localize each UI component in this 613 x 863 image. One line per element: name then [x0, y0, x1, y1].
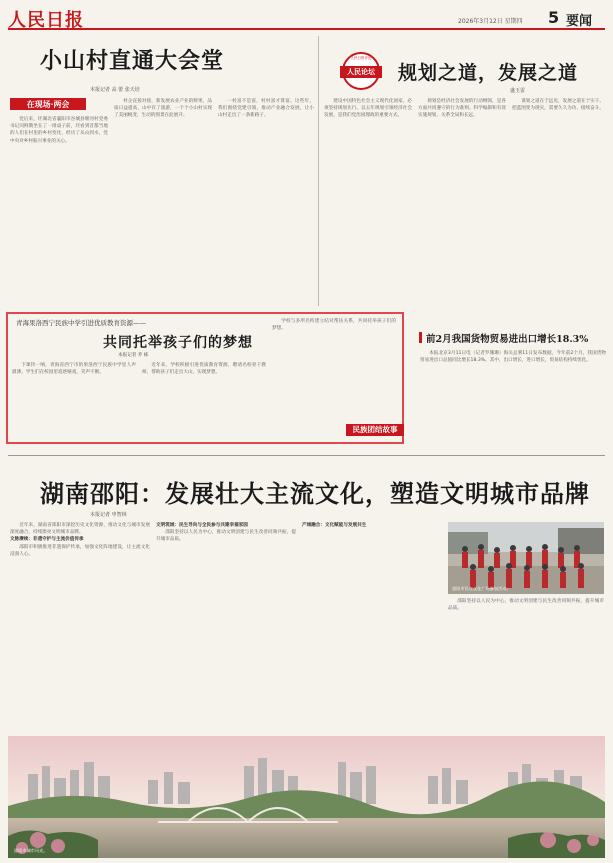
section-title: 要闻: [566, 14, 593, 29]
activity-photo-image: [448, 522, 604, 594]
story3-headline[interactable]: 共同托举孩子们的梦想: [103, 335, 253, 351]
story3-column-2: 近年来，学校积极引进优质教育资源，聘请名校骨干教师，帮助孩子们走出大山，实现梦想。: [142, 363, 266, 376]
city-panorama-photo[interactable]: [8, 736, 605, 858]
activity-photo[interactable]: [448, 522, 604, 594]
story4-headline[interactable]: 前2月我国货物贸易进出口增长18.3%: [426, 334, 589, 345]
city-panorama-image: [8, 736, 605, 858]
story1-column-3: 一村富不是富，村村富才算富。这些年，我们围绕党建引领，推动产业融合发展，让小山村走出了一条新路子。: [218, 99, 314, 119]
newspaper-logo: 人民日报: [8, 10, 84, 31]
story5-headline[interactable]: 湖南邵阳：发展壮大主流文化，塑造文明城市品牌: [40, 479, 590, 508]
story5-subhead-2: 文明筑城：民生导向与全民参与共建幸福家园: [156, 523, 248, 528]
column-divider: [318, 36, 319, 306]
city-panorama-caption: 邵阳市城市风光。: [14, 848, 48, 853]
story5-subhead-3: 产城融合：文化赋能与发展共生: [302, 523, 367, 528]
story2-column-2: 规划是经济社会发展的行动纲领，是各方面共同遵守的行为准则。科学编制和有效实施规划，关系全局和长远。: [418, 99, 506, 119]
issue-date: 2026年3月12日 星期四: [458, 18, 523, 25]
commentary-logo: 人民日报评论 人民论坛: [340, 52, 382, 90]
story5-byline: 本报记者 申智林: [90, 512, 127, 518]
activity-photo-caption: 邵阳市民在文化广场参加活动。: [452, 586, 511, 591]
story4-body: 本报北京3月11日电（记者罗珊珊）海关总署11日发布数据，今年前2个月，我国货物贸易进出口总值同比增长18.3%。其中，出口增长，进口增长，贸易结构持续优化。: [420, 351, 606, 364]
section-rule: [8, 455, 605, 456]
story5-column-4: 邵阳坚持以人民为中心，推动文明创建与民生改善同频共振，提升城市品质。: [448, 599, 604, 612]
masthead: [8, 6, 605, 30]
story3-column-1: 下课铃一响，青海省西宁市的果洛西宁民族中学里人声鼎沸。学生们在校园里追逐嬉戏，笑声不断。: [12, 363, 136, 376]
story1-tag: 在现场·两会: [10, 98, 86, 110]
story1-byline: 本报记者 高 蕾 张天培: [90, 87, 140, 93]
story2-byline: 盛玉雷: [510, 88, 526, 94]
story4-accent-bar: [419, 332, 422, 343]
story3-tag: 民族团结故事: [346, 424, 404, 436]
story3-box: [6, 312, 404, 444]
story1-column-2: 村企直接对接，新发展农业产业的鲜果，品质日益提高，山中有了旅游，一个个小山村实现了美丽蜕变，生动的图景在此展开。: [114, 99, 212, 119]
story5-column-2: 文明筑城：民生导向与全民参与共建幸福家园 邵阳坚持以人民为中心，推动文明创建与民生改善同频共振，提升城市品质。: [156, 523, 296, 543]
story2-column-1: 建设中国特色社会主义现代化国家，必须坚持规划先行。以五年规划引领经济社会发展，是我们党治国理政的重要方式。: [324, 99, 412, 119]
story5-column-1: 近年来，湖南省邵阳市深挖历史文化资源，推动文化与城市发展深度融合，持续擦亮文明城市品牌。 文脉赓续：非遗守护与主流价值传承 邵阳市积极推进非遗保护传承，加强文化阵地建设，让主流文化浸润人心。: [10, 523, 150, 557]
story1-column-1: 党后来，坯湖北省襄阳市谷城县堰河村党委书记闵鲜教坐在了一排桌子前，坯看到首都当地的人们在村里的乡村变化，经历了从山到水，党中央对乡村振兴事业的关心。: [10, 117, 108, 144]
story2-column-3: 谋划之道在于远见，发展之道在于实干。把蓝图变为现实，需要久久为功、接续奋斗。: [512, 99, 604, 112]
story3-byline: 本报记者 乔 栋: [118, 353, 149, 358]
story5-subhead-1: 文脉赓续：非遗守护与主流价值传承: [10, 537, 84, 543]
story1-headline[interactable]: 小山村直通大会堂: [40, 48, 225, 74]
page-number: 5: [548, 8, 560, 27]
story2-headline[interactable]: 规划之道，发展之道: [398, 62, 579, 84]
story3-kicker: 青海果洛西宁民族中学引进优质教育资源——: [16, 319, 146, 327]
story3-column-3: 学校与多所名校建立结对帮扶关系，共同托举孩子们的梦想。: [272, 319, 396, 332]
story5-column-3: [302, 522, 442, 732]
